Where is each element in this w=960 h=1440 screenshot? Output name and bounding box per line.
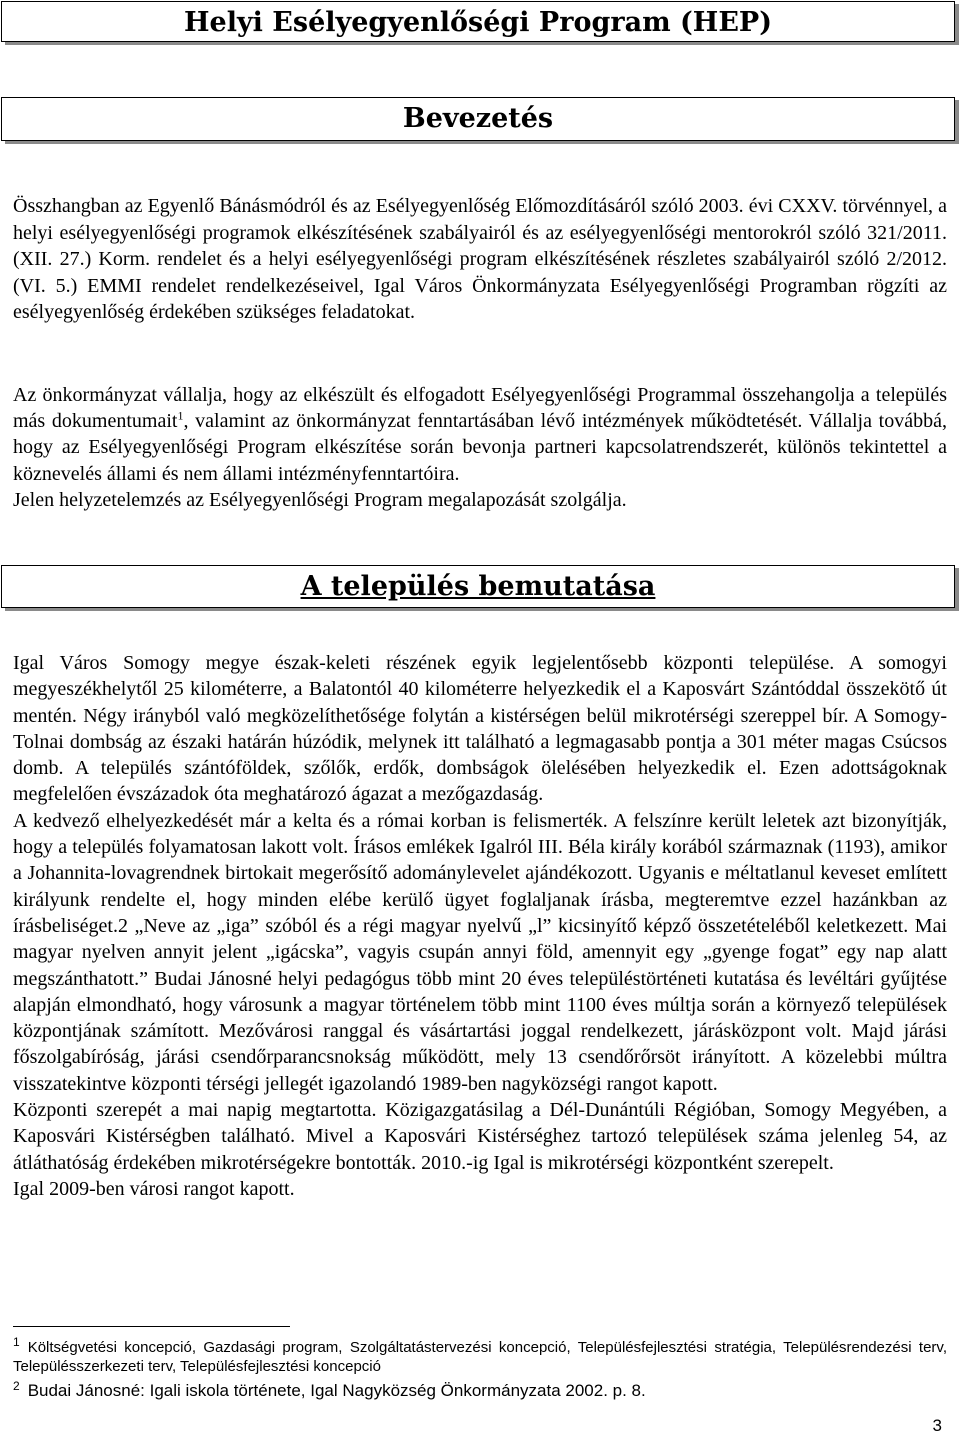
intro-paragraphs: [13, 382, 947, 513]
section-heading-intro: Bevezetés: [1, 97, 955, 141]
town-paragraph-1: Igal Város Somogy megye észak-keleti részének egyik legjelentősebb központi települése. A somogyi megyeszékhelytől 25 kilométerre, a Balatontól 40 kilométerre helyezkedik el a Kaposvárt Szántóddal összekötő út mentén. Négy irányból való megközelíthetősége folytán a kistérségen belül mikrotérségi szereppel bír. A Somogy-Tolnai dombság az északi határán húzódik, melynek itt található a legmagasabb pontja a 301 méter magas Csúcsos domb. A település szántóföldek, szőlők, erdők, dombságok ölelésében helyezkedik el. Ezen adottságoknak megfelelően évszázadok óta meghatározó ágazat a mezőgazdaság.: [13, 652, 947, 806]
footnote-2-text: Budai Jánosné: Igali iskola története, Igal Nagyközség Önkormányzata 2002. p. 8.: [27, 1381, 646, 1400]
document-title: Helyi Esélyegyenlőségi Program (HEP): [1, 1, 955, 42]
footnote-1-text: Költségvetési koncepció, Gazdasági program, Szolgáltatástervezési koncepció, Településfejlesztési stratégia, Településrendezési terv, Településszerkezeti terv, Településfejlesztési koncepció: [13, 1339, 947, 1375]
intro-paragraph-1: [13, 193, 947, 326]
section-heading-town-text: A település bemutatása: [300, 571, 656, 602]
page-number: 3: [932, 1416, 942, 1435]
footnote-1-number: 1: [13, 1335, 20, 1349]
footnote-2-number: 2: [13, 1379, 20, 1393]
footnote-1: [13, 1335, 947, 1376]
intro-paragraph-3: Jelen helyzetelemzés az Esélyegyenlőségi Program megalapozását szolgálja.: [13, 488, 627, 511]
intro-paragraph-2: [13, 382, 947, 487]
footnote-separator: [13, 1326, 290, 1327]
section-heading-town: [1, 565, 955, 608]
town-description: [13, 650, 947, 1202]
footnote-2: [13, 1381, 947, 1400]
intro-paragraph-2-start: Az önkormányzat vállalja, hogy az elkészült és elfogadott Esélyegyenlőségi Programmal összehangolja a település más dokumentumait: [13, 384, 947, 433]
town-paragraph-2: A kedvező elhelyezkedését már a kelta és a római korban is felismerték. A felszínre került leletek azt bizonyítják, hogy a település folyamatosan lakott volt. Írásos emlékek Igalról III. Béla király korából származnak (1193), amikor a Johannita-lovagrendnek birtokait megerősítő adománylevelet ajándékozott. Ugyanis e méltatlanul keveset említett királyunk rendelte el, hogy minden elébe kerülő ügyet foglaljanak írásba, megteremtve ezzel hazánkban az írásbeliséget.2 „Neve az „iga” szóból és a régi magyar nyelvű „l” kicsinyítő képző összetételéből keletkezett. Mai magyar nyelven annyit jelent „igácska”, vagyis csupán annyi föld, amennyit egy „gyenge fogat” egy nap alatt megszánthatott.” Budai Jánosné helyi pedagógus több mint 20 éves településtörténeti kutatása és levéltári gyűjtése alapján elmondható, hogy városunk a magyar történelem több mint 1100 éves múltja során a környező települések központjának számított. Mezővárosi ranggal és vásártartási joggal rendelkezett, járásközpont volt. Majd járási főszolgabíróság, járási csendőrparancsnokság működött, mely 13 csendőrőrsöt irányított. A közelebbi múltra visszatekintve központi térségi jellegét igazolandó 1989-ben nagyközségi rangot kapott.: [13, 809, 947, 1095]
intro-paragraph-2-end: , valamint az önkormányzat fenntartásában lévő intézmények működtetését. Vállalja továbbá, hogy az Esélyegyenlőségi Program elkészítése során bevonja partneri kapcsolatrendszerét, különös tekintettel a köznevelés állami és nem állami intézményfenntartóira.: [13, 410, 947, 485]
intro-paragraph-1-text: Összhangban az Egyenlő Bánásmódról és az Esélyegyenlőség Előmozdításáról szóló 2003. évi CXXV. törvénnyel, a helyi esélyegyenlőségi programok elkészítésének szabályairól és az esélyegyenlőségi mentorokról szóló 321/2011. (XII. 27.) Korm. rendelet és a helyi esélyegyenlőségi program elkészítésének részletes szabályairól szóló 2/2012. (VI. 5.) EMMI rendelet rendelkezéseivel, Igal Város Önkormányzata Esélyegyenlőségi Programban rögzíti az esélyegyenlőség érdekében szükséges feladatokat.: [13, 195, 947, 323]
town-paragraph-3: Központi szerepét a mai napig megtartotta. Közigazgatásilag a Dél-Dunántúli Régióban, Somogy Megyében, a Kaposvári Kistérségben található. Mivel a Kaposvári Kistérséghez tartozó települések száma jelenleg 54, az átláthatóság érdekében mikrotérségekre bontották. 2010.-ig Igal is mikrotérségi központként szerepelt.: [13, 1099, 947, 1174]
footnote-ref-1[interactable]: 1: [177, 408, 184, 423]
town-paragraph-4: Igal 2009-ben városi rangot kapott.: [13, 1177, 295, 1200]
